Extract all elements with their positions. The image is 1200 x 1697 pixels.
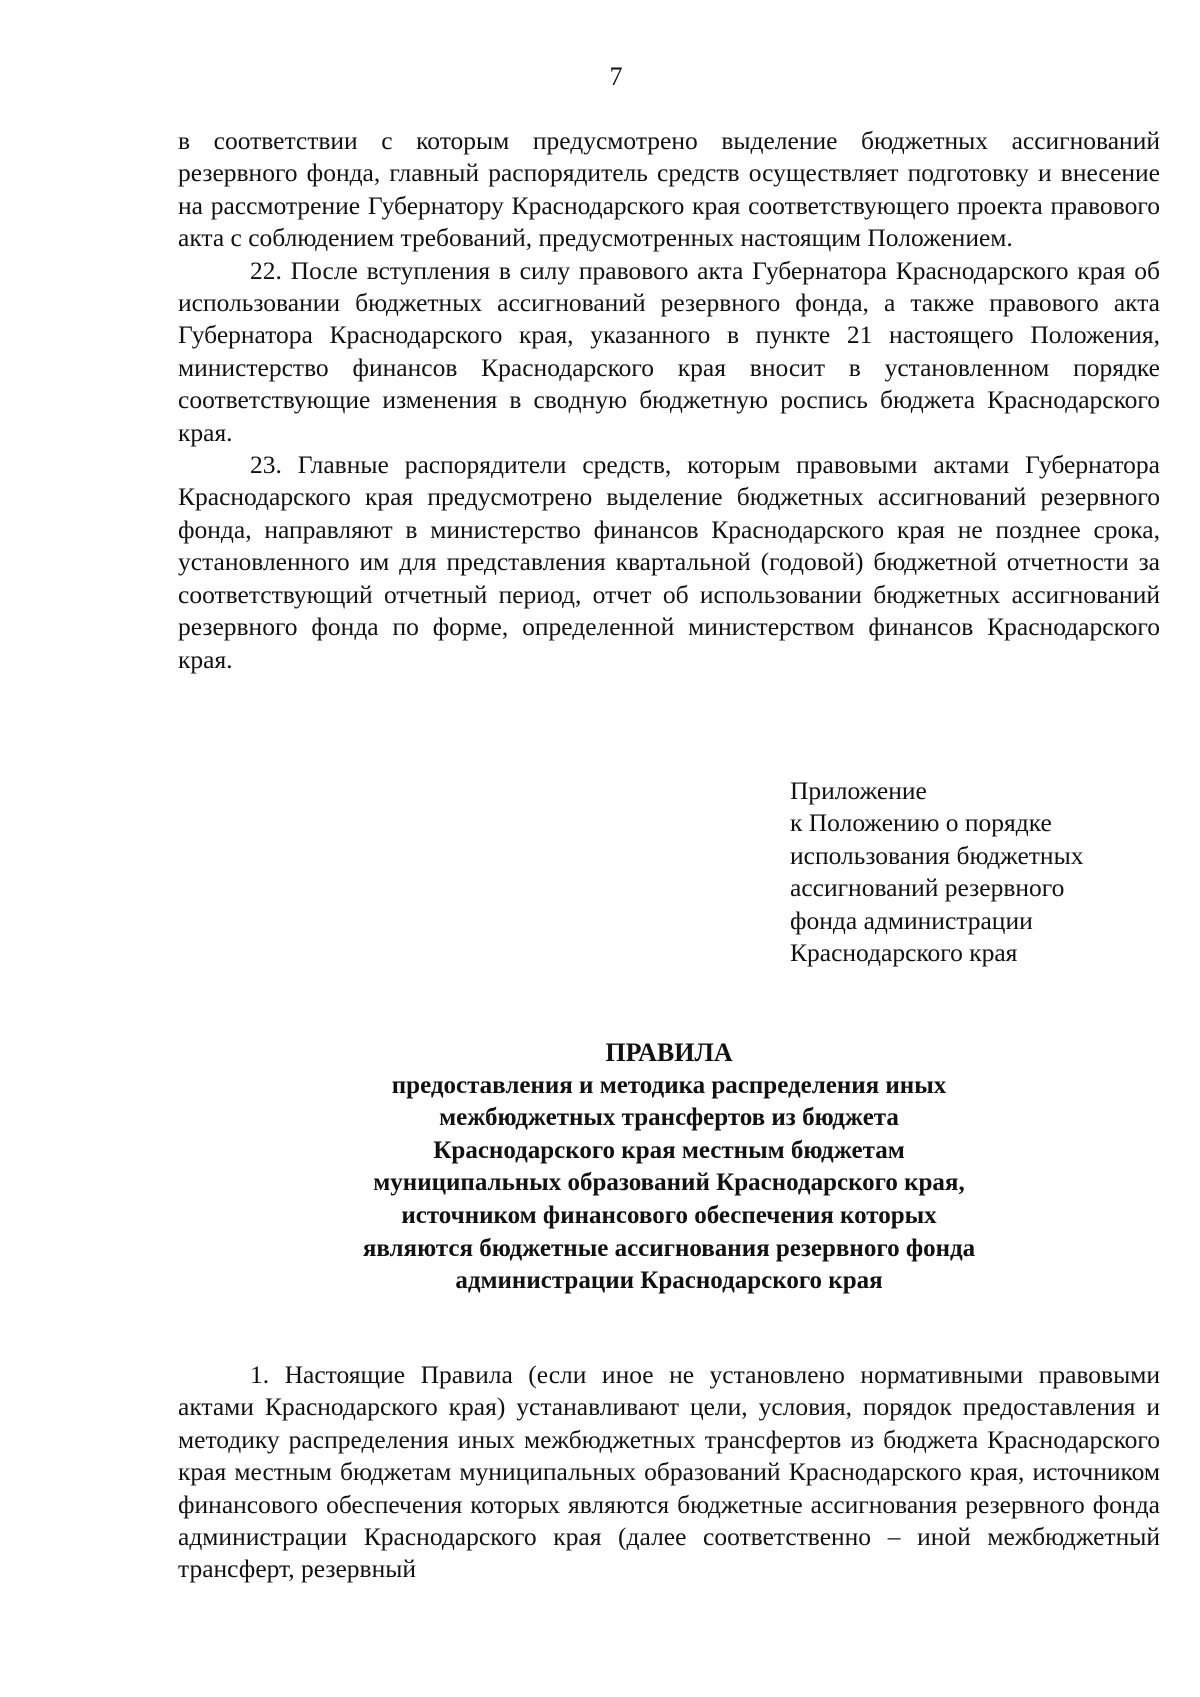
paragraph-item-1: 1. Настоящие Правила (если иное не установлено нормативными правовыми актами Краснодарского края) устанавливают цели, условия, порядок предоставления и методику распределения иных межбюджетных трансфертов из бюджета Краснодарского края местным бюджетам муниципальных образований Краснодарского края, источником финансового обеспечения которых являются бюджетные ассигнования резервного фонда администрации Краснодарского края (далее соответственно – иной межбюджетный трансферт, резервный [178,1360,1160,1584]
body-text-top [178,125,1160,676]
appendix-line: фонда администрации [790,905,1033,935]
rules-subtitle-line: предоставления и методика распределения иных [391,1071,947,1099]
appendix-line: Краснодарского края [790,938,1018,968]
appendix-line: к Положению о порядке [790,808,1052,838]
rules-subtitle-line: администрации Краснодарского края [455,1267,883,1295]
paragraph-continuation: в соответствии с которым предусмотрено выделение бюджетных ассигнований резервного фонда, главный распорядитель средств осуществляет подготовку и внесение на рассмотрение Губернатору Краснодарского края соответствующего проекта правового акта с соблюдением требований, предусмотренных настоящим Положением. [178,126,1160,253]
body-text-bottom [178,1359,1160,1586]
rules-title: ПРАВИЛА [605,1038,733,1067]
rules-subtitle-line: муниципальных образований Краснодарского края, [373,1169,965,1197]
rules-subtitle-line: являются бюджетные ассигнования резервного фонда [362,1234,976,1262]
appendix-line: использования бюджетных [790,840,1084,870]
rules-subtitle-line: Краснодарского края местным бюджетам [433,1136,905,1164]
appendix-line: Приложение [790,776,927,805]
page-number: 7 [609,62,623,91]
rules-subtitle-line: источником финансового обеспечения которых [401,1201,937,1229]
appendix-line: ассигнований резервного [790,873,1065,903]
rules-heading [230,1037,1108,1298]
paragraph-item-23: 23. Главные распорядители средств, которым правовыми актами Губернатора Краснодарского края предусмотрено выделение бюджетных ассигнований резервного фонда, направляют в министерство финансов Краснодарского края не позднее срока, установленного им для представления квартальной (годовой) бюджетной отчетности за соответствующий отчетный период, отчет об использовании бюджетных ассигнований резервного фонда по форме, определенной министерством финансов Краснодарского края. [178,450,1160,674]
appendix-note [790,775,1170,969]
rules-subtitle-line: межбюджетных трансфертов из бюджета [439,1104,899,1132]
paragraph-item-22: 22. После вступления в силу правового акта Губернатора Краснодарского края об использовании бюджетных ассигнований резервного фонда, а также правового акта Губернатора Краснодарского края, указанного в пункте 21 настоящего Положения, министерство финансов Краснодарского края вносит в установленном порядке соответствующие изменения в сводную бюджетную роспись бюджета Краснодарского края. [178,255,1160,447]
